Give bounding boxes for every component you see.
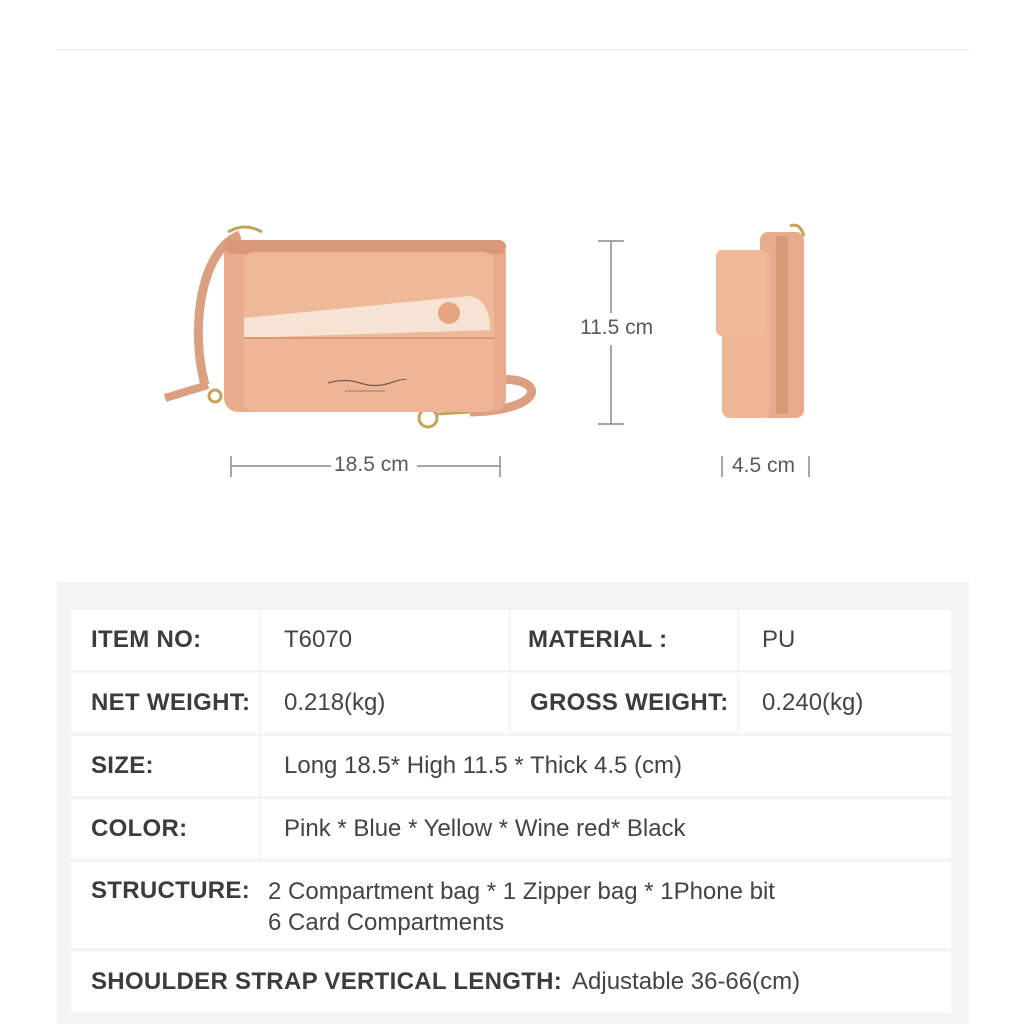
net-weight-value: 0.218(kg) (284, 689, 386, 716)
item-no-label: ITEM NO: (91, 626, 202, 653)
material-label: MATERIAL : (528, 626, 668, 653)
strap-end-left (165, 385, 208, 398)
side-flap (716, 250, 766, 336)
color-label: COLOR: (91, 815, 188, 842)
gross-weight-label: GROSS WEIGHT: (530, 689, 729, 716)
spec-row-weights (71, 673, 951, 733)
bag-zipper-top (224, 240, 506, 254)
clasp-link (437, 412, 470, 414)
flap-button (438, 302, 460, 324)
height-dimension-label: 11.5 cm (580, 316, 654, 339)
structure-label: STRUCTURE: (91, 877, 250, 904)
spec-row-strap (71, 951, 951, 1013)
size-value: Long 18.5* High 11.5 * Thick 4.5 (cm) (284, 752, 682, 779)
width-dimension-label: 18.5 cm (334, 453, 409, 476)
size-label: SIZE: (91, 752, 154, 779)
thickness-dimension-label: 4.5 cm (732, 454, 796, 477)
spec-row-color (71, 799, 951, 859)
clasp-left (209, 390, 221, 402)
strap-length-value: Adjustable 36-66(cm) (572, 968, 801, 995)
ring-top-left (228, 227, 262, 232)
structure-line-2: 6 Card Compartments (268, 909, 505, 936)
net-weight-label: NET WEIGHT: (91, 689, 251, 716)
spec-table (57, 582, 969, 1024)
structure-line-1: 2 Compartment bag * 1 Zipper bag * 1Phone bit (268, 878, 775, 905)
item-no-value: T6070 (284, 626, 353, 653)
material-value: PU (762, 626, 796, 653)
strap-length-label: SHOULDER STRAP VERTICAL LENGTH: (91, 968, 563, 995)
color-value: Pink * Blue * Yellow * Wine red* Black (284, 815, 686, 842)
gross-weight-value: 0.240(kg) (762, 689, 864, 716)
spec-row-structure (71, 862, 951, 948)
spec-row-size (71, 736, 951, 796)
spec-row-item-material (71, 610, 951, 670)
